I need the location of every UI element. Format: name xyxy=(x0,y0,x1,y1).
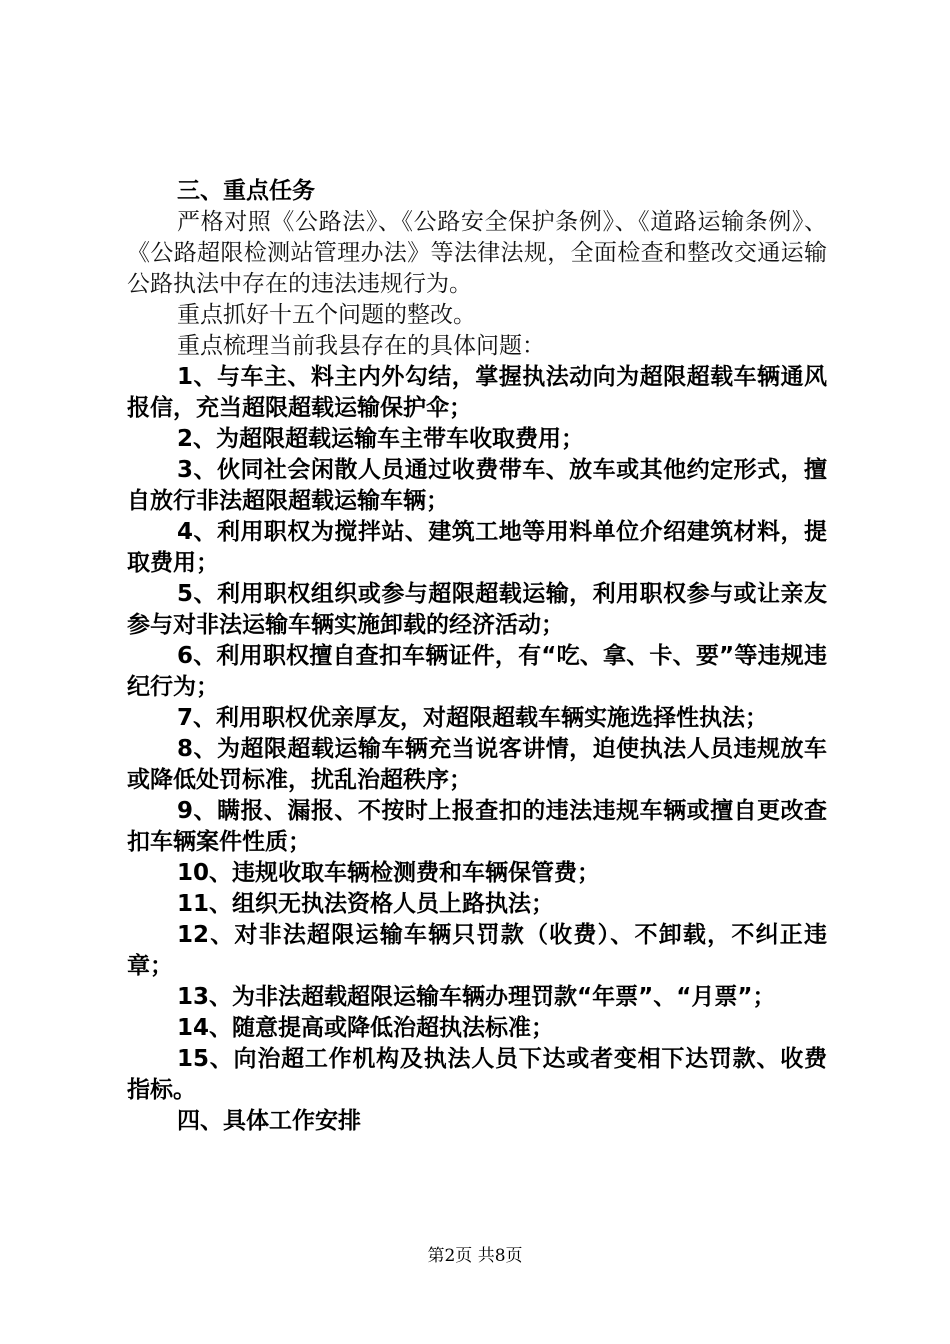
page-number-footer: 第2页 共8页 xyxy=(427,1246,523,1266)
list-item: 3、伙同社会闲散人员通过收费带车、放车或其他约定形式，擅自放行非法超限超载运输车辆； xyxy=(127,457,827,514)
section-heading-key-tasks: 三、重点任务 xyxy=(177,178,315,204)
list-item: 4、利用职权为搅拌站、建筑工地等用料单位介绍建筑材料，提取费用； xyxy=(127,519,827,576)
list-item: 11、组织无执法资格人员上路执法； xyxy=(177,891,555,917)
list-item: 5、利用职权组织或参与超限超载运输，利用职权参与或让亲友参与对非法运输车辆实施卸载的经济活动； xyxy=(127,581,827,638)
paragraph-specific-issues-intro: 重点梳理当前我县存在的具体问题： xyxy=(177,333,545,359)
paragraph-fifteen-issues: 重点抓好十五个问题的整改。 xyxy=(177,302,476,328)
list-item: 13、为非法超载超限运输车辆办理罚款“年票”、“月票”； xyxy=(177,984,776,1010)
list-item: 9、瞒报、漏报、不按时上报查扣的违法违规车辆或擅自更改查扣车辆案件性质； xyxy=(127,798,827,855)
list-item: 7、利用职权优亲厚友，对超限超载车辆实施选择性执法； xyxy=(177,705,769,731)
list-item: 2、为超限超载运输车主带车收取费用； xyxy=(177,426,585,452)
list-item: 15、向治超工作机构及执法人员下达或者变相下达罚款、收费指标。 xyxy=(127,1046,827,1103)
list-item: 8、为超限超载运输车辆充当说客讲情，迫使执法人员违规放车或降低处罚标准，扰乱治超秩序； xyxy=(127,736,827,793)
list-item: 10、违规收取车辆检测费和车辆保管费； xyxy=(177,860,601,886)
list-item: 1、与车主、料主内外勾结，掌握执法动向为超限超载车辆通风报信，充当超限超载运输保护伞； xyxy=(127,364,827,421)
document-body xyxy=(127,176,827,1137)
section-heading-work-arrangement: 四、具体工作安排 xyxy=(177,1108,361,1134)
paragraph-legal-basis: 严格对照《公路法》、《公路安全保护条例》、《道路运输条例》、《公路超限检测站管理办法》等法律法规，全面检查和整改交通运输公路执法中存在的违法违规行为。 xyxy=(127,209,827,297)
list-item: 12、对非法超限运输车辆只罚款（收费）、不卸载，不纠正违章； xyxy=(127,922,827,979)
list-item: 6、利用职权擅自查扣车辆证件，有“吃、拿、卡、要”等违规违纪行为； xyxy=(127,643,827,700)
list-item: 14、随意提高或降低治超执法标准； xyxy=(177,1015,555,1041)
